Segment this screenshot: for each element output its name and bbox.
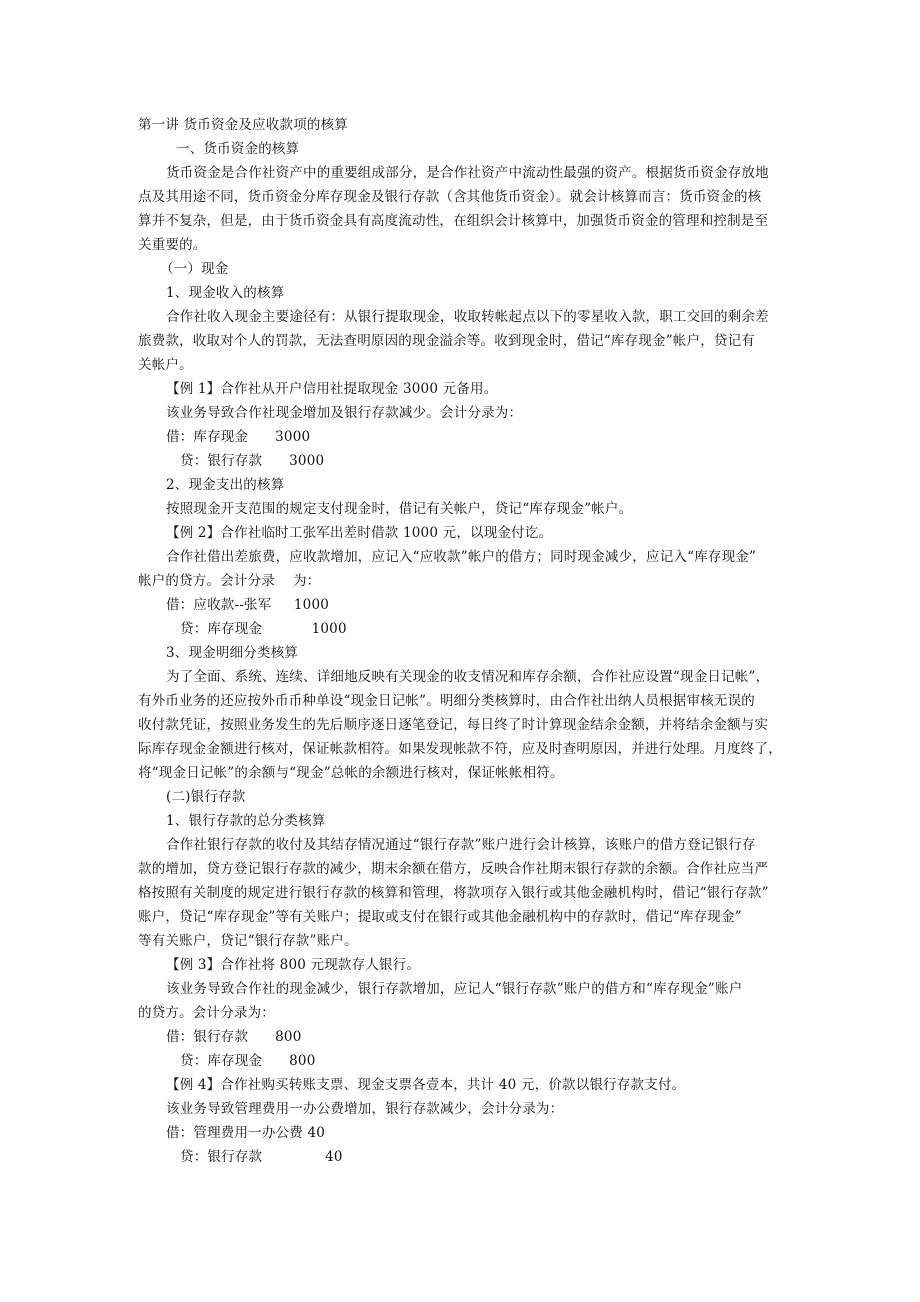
text-line: 收付款凭证，按照业务发生的先后顺序逐日逐笔登记，每日终了时计算现金结余金额，并将结余金额与实: [138, 717, 769, 733]
text-line: 【例 3】合作社将 800 元现款存人银行。: [166, 957, 421, 973]
text-line: (二)银行存款: [166, 789, 246, 805]
text-line: 等有关账户，贷记“银行存款”账户。: [138, 933, 358, 949]
text-line: 3、现金明细分类核算: [166, 645, 299, 661]
text-line: 点及其用途不同，货币资金分库存现金及银行存款（含其他货币资金）。就会计核算而言：货币资金的核: [138, 189, 762, 205]
text-line: 贷：库存现金 1000: [180, 621, 347, 637]
text-line: 1、现金收入的核算: [166, 285, 285, 301]
text-line: 一、货币资金的核算: [176, 141, 300, 157]
text-line: 合作社收入现金主要途径有：从银行提取现金，收取转帐起点以下的零星收入款，职工交回的剩余差: [166, 309, 769, 325]
text-line: 【例 4】合作社购买转账支票、现金支票各壹本，共计 40 元，价款以银行存款支付。: [166, 1077, 686, 1093]
text-line: 将“现金日记帐”的余额与“现金”总帐的余额进行核对，保证帐帐相符。: [138, 765, 564, 781]
text-line: 借：银行存款 800: [166, 1029, 302, 1045]
text-line: 该业务导致管理费用一办公费增加，银行存款减少，会计分录为：: [166, 1101, 564, 1117]
text-line: 关重要的。: [138, 237, 207, 253]
text-line: 贷：银行存款 40: [180, 1149, 343, 1165]
text-line: 1、银行存款的总分类核算: [166, 813, 326, 829]
text-line: 为了全面、系统、连续、详细地反映有关现金的收支情况和库存余额，合作社应设置“现金日记帐”，: [166, 669, 770, 685]
text-line: 第一讲 货币资金及应收款项的核算: [138, 117, 348, 133]
text-line: 按照现金开支范围的规定支付现金时，借记有关帐户，贷记“库存现金”帐户。: [166, 501, 633, 517]
text-line: 算并不复杂，但是，由于货币资金具有高度流动性，在组织会计核算中，加强货币资金的管理和控制是至: [138, 213, 769, 229]
text-line: 帐户的贷方。会计分录 为：: [138, 573, 321, 589]
document-page: [138, 113, 798, 1169]
text-line: 合作社借出差旅费，应收款增加，应记入“应收款”帐户的借方；同时现金减少，应记入“库存现金”: [166, 549, 757, 565]
text-line: 账户，贷记“库存现金”等有关账户；提取或支付在银行或其他金融机构中的存款时，借记“库存现金”: [138, 909, 742, 925]
text-line: 借：应收款--张军 1000: [166, 597, 330, 613]
text-line: 贷：银行存款 3000: [180, 453, 325, 469]
text-line: 有外币业务的还应按外币币种单设“现金日记帐”。明细分类核算时，由合作社出纳人员根据审核无误的: [138, 693, 756, 709]
text-line: 货币资金是合作社资产中的重要组成部分，是合作社资产中流动性最强的资产。根据货币资金存放地: [166, 165, 769, 181]
text-line: 款的增加，贷方登记银行存款的减少，期末余额在借方，反映合作社期末银行存款的余额。合作社应当严: [138, 861, 769, 877]
text-line: 旅费款，收取对个人的罚款，无法查明原因的现金溢余等。收到现金时，借记“库存现金”帐户，贷记有: [138, 333, 756, 349]
text-line: 关帐户。: [138, 357, 193, 373]
text-line: 的贷方。会计分录为：: [138, 1005, 275, 1021]
text-line: 2、现金支出的核算: [166, 477, 285, 493]
text-line: 贷：库存现金 800: [180, 1053, 316, 1069]
text-line: 借：管理费用一办公费 40: [166, 1125, 326, 1141]
text-line: 该业务导致合作社的现金减少，银行存款增加，应记人“银行存款”账户的借方和“库存现金”账户: [166, 981, 743, 997]
text-line: 际库存现金金额进行核对，保证帐款相符。如果发现帐款不符，应及时查明原因，并进行处理。月度终了，: [138, 741, 782, 757]
text-line: 借：库存现金 3000: [166, 429, 311, 445]
text-line: 格按照有关制度的规定进行银行存款的核算和管理，将款项存入银行或其他金融机构时，借记“银行存款”: [138, 885, 769, 901]
text-line: 【例 2】合作社临时工张军出差时借款 1000 元，以现金付讫。: [166, 525, 553, 541]
text-line: 合作社银行存款的收付及其结存情况通过“银行存款”账户进行会计核算，该账户的借方登记银行存: [166, 837, 756, 853]
text-line: 该业务导致合作社现金增加及银行存款减少。会计分录为：: [166, 405, 523, 421]
text-line: 【例 1】合作社从开户信用社提取现金 3000 元备用。: [166, 381, 498, 397]
text-line: （一）现金: [160, 261, 229, 277]
